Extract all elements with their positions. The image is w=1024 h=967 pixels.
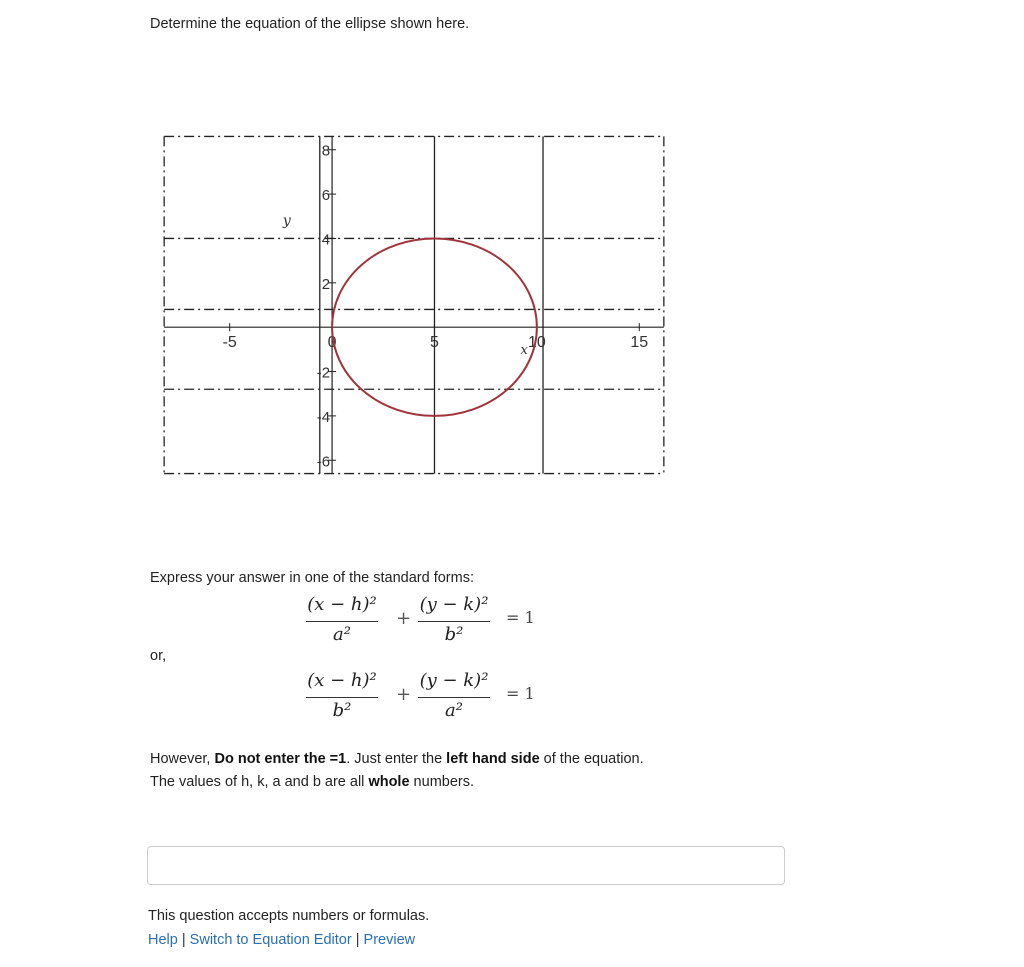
form2-numerator-y: (y − k)² xyxy=(419,670,489,691)
form2-fraction-y xyxy=(412,670,496,726)
y-tick-label: 8 xyxy=(321,142,331,160)
ellipse-plot xyxy=(152,126,676,484)
form1-numerator-y: (y − k)² xyxy=(419,594,489,615)
fraction-bar xyxy=(306,621,378,622)
answer-instructions xyxy=(150,748,644,794)
question-prompt: Determine the equation of the ellipse shown here. xyxy=(150,16,470,32)
form1-numerator-x: (x − h)² xyxy=(307,594,377,615)
y-axis-label: y xyxy=(282,213,291,230)
accepts-note: This question accepts numbers or formulas. xyxy=(148,908,430,924)
link-separator: | xyxy=(355,932,360,948)
plus-sign: + xyxy=(396,684,412,705)
switch-equation-editor-link[interactable]: Switch to Equation Editor xyxy=(189,932,352,948)
instr-line1-mid: . Just enter the xyxy=(346,751,447,767)
form1-fraction-y xyxy=(412,594,496,650)
form2-fraction-x xyxy=(300,670,384,726)
x-axis-label: x xyxy=(520,342,528,358)
link-separator: | xyxy=(181,932,186,948)
x-tick-label: 10 xyxy=(527,334,546,352)
answer-input[interactable] xyxy=(147,846,785,885)
instr-line2-post: numbers. xyxy=(409,774,475,790)
help-link[interactable]: Help xyxy=(148,932,178,948)
instr-left-hand-side: left hand side xyxy=(446,751,540,767)
x-tick-label: 15 xyxy=(630,334,649,352)
form1-fraction-x xyxy=(300,594,384,650)
form1-denominator-y: b² xyxy=(444,624,464,645)
fraction-bar xyxy=(418,621,490,622)
y-tick-label: -6 xyxy=(316,453,331,471)
standard-forms-label: Express your answer in one of the standard forms: xyxy=(150,570,474,586)
form2-numerator-x: (x − h)² xyxy=(307,670,377,691)
preview-link[interactable]: Preview xyxy=(363,932,416,948)
instr-line2-pre: The values of h, k, a and b are all xyxy=(150,774,369,790)
y-tick-label: 6 xyxy=(321,187,331,205)
x-tick-label: -5 xyxy=(222,334,237,352)
fraction-bar xyxy=(306,697,378,698)
y-tick-label: -2 xyxy=(316,364,331,382)
y-tick-label: 4 xyxy=(321,231,331,249)
help-links xyxy=(148,932,415,948)
y-tick-label: -4 xyxy=(316,408,331,426)
form2-denominator-x: b² xyxy=(332,700,352,721)
instr-do-not-enter: Do not enter the =1 xyxy=(214,751,347,767)
equals-one: = 1 xyxy=(506,684,535,703)
instr-whole: whole xyxy=(368,774,410,790)
plus-sign: + xyxy=(396,608,412,629)
ellipse-plot-svg xyxy=(152,126,676,484)
form1-denominator-x: a² xyxy=(333,624,351,645)
x-tick-label: 5 xyxy=(430,334,439,352)
instr-line1-pre: However, xyxy=(150,751,215,767)
y-tick-label: 2 xyxy=(321,275,331,293)
form2-denominator-y: a² xyxy=(445,700,463,721)
standard-form-1 xyxy=(300,594,560,650)
x-tick-label: 0 xyxy=(327,334,337,352)
fraction-bar xyxy=(418,697,490,698)
or-label: or, xyxy=(150,648,167,664)
equals-one: = 1 xyxy=(506,608,535,627)
standard-form-2 xyxy=(300,670,560,726)
instr-line1-post: of the equation. xyxy=(539,751,644,767)
